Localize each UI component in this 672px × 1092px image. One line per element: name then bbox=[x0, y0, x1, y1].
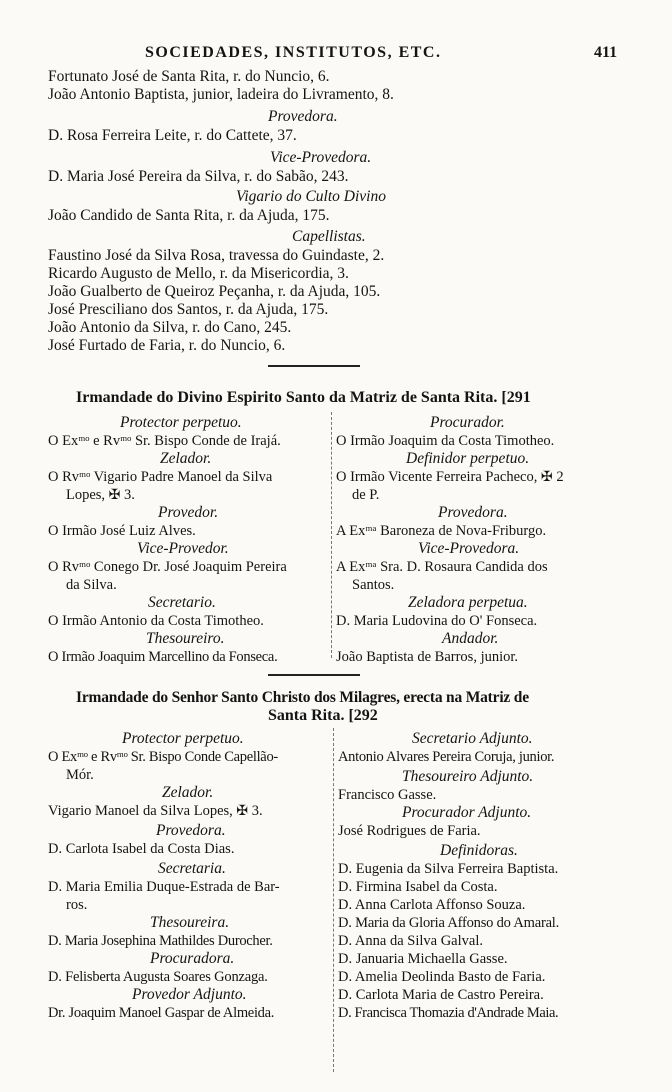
entry-line: José Rodrigues de Faria. bbox=[338, 823, 481, 839]
entry-line: D. Felisberta Augusta Soares Gonzaga. bbox=[48, 969, 268, 985]
page-number: 411 bbox=[594, 44, 618, 61]
role-label: Provedora. bbox=[438, 504, 508, 521]
role-label: Definidoras. bbox=[440, 842, 518, 859]
entry-line: ros. bbox=[66, 897, 88, 913]
role-label: Zelador. bbox=[160, 450, 212, 467]
entry-text: 3. bbox=[251, 803, 263, 819]
entry-line: D. Rosa Ferreira Leite, r. do Cattete, 37. bbox=[48, 127, 297, 144]
entry-line: Francisco Gasse. bbox=[338, 787, 437, 803]
entry-line: O Irmão Joaquim da Costa Timotheo. bbox=[336, 433, 555, 449]
role-label: Vice-Provedora. bbox=[270, 149, 372, 166]
role-label: Zelador. bbox=[162, 784, 214, 801]
role-label: Provedor. bbox=[158, 504, 219, 521]
entry-text: Vigario Manoel da Silva Lopes, bbox=[48, 803, 233, 819]
column-divider bbox=[331, 412, 332, 658]
entry-line bbox=[336, 468, 564, 486]
role-label: Protector perpetuo. bbox=[122, 730, 244, 747]
role-label: Zeladora perpetua. bbox=[408, 594, 528, 611]
role-label: Thesoureira. bbox=[150, 914, 230, 931]
role-label: Provedor Adjunto. bbox=[132, 986, 247, 1003]
entry-line: D. Carlota Isabel da Costa Dias. bbox=[48, 841, 235, 857]
entry-line: da Silva. bbox=[66, 577, 117, 593]
page-header bbox=[0, 44, 672, 66]
role-label: Definidor perpetuo. bbox=[406, 450, 530, 467]
role-label: Protector perpetuo. bbox=[120, 414, 242, 431]
cross-icon: ✠ bbox=[541, 469, 553, 485]
definidora-line: D. Francisca Thomazia d'Andrade Maia. bbox=[338, 1005, 559, 1021]
role-label: Secretaria. bbox=[158, 860, 226, 877]
role-label: Secretario Adjunto. bbox=[412, 730, 533, 747]
definidora-line: D. Amelia Deolinda Basto de Faria. bbox=[338, 969, 546, 985]
entry-line bbox=[66, 486, 135, 504]
role-label: Procurador. bbox=[430, 414, 505, 431]
capellista-line: João Gualberto de Queiroz Peçanha, r. da Ajuda, 105. bbox=[48, 283, 381, 300]
entry-line: O Irmão José Luiz Alves. bbox=[48, 523, 196, 539]
running-title: SOCIEDADES, INSTITUTOS, ETC. bbox=[145, 44, 442, 61]
section-heading: Irmandade do Senhor Santo Christo dos Milagres, erecta na Matriz de bbox=[76, 689, 529, 706]
entry-line bbox=[48, 802, 263, 820]
role-label: Provedora. bbox=[156, 822, 226, 839]
entry-line: D. Maria Josephina Mathildes Durocher. bbox=[48, 933, 273, 949]
role-label: Provedora. bbox=[268, 108, 338, 125]
role-label: Secretario. bbox=[148, 594, 216, 611]
entry-line: O Irmão Joaquim Marcellino da Fonseca. bbox=[48, 649, 278, 665]
capellista-line: Faustino José da Silva Rosa, travessa do Guindaste, 2. bbox=[48, 247, 385, 264]
section-divider bbox=[268, 365, 360, 367]
role-label: Andador. bbox=[442, 630, 499, 647]
role-label: Vigario do Culto Divino bbox=[236, 188, 386, 205]
entry-line: João Candido de Santa Rita, r. da Ajuda, 175. bbox=[48, 207, 330, 224]
entry-line: O Rvᵐᵒ Vigario Padre Manoel da Silva bbox=[48, 469, 273, 485]
role-label: Capellistas. bbox=[292, 228, 366, 245]
entry-line: de P. bbox=[352, 487, 380, 503]
role-label: Procurador Adjunto. bbox=[402, 804, 532, 821]
definidora-line: D. Carlota Maria de Castro Pereira. bbox=[338, 987, 544, 1003]
cross-icon: ✠ bbox=[236, 803, 249, 819]
entry-line: João Baptista de Barros, junior. bbox=[336, 649, 519, 665]
definidora-line: D. Eugenia da Silva Ferreira Baptista. bbox=[338, 861, 559, 877]
entry-text: O Irmão Vicente Ferreira Pacheco, bbox=[336, 469, 538, 485]
intro-line: João Antonio Baptista, junior, ladeira do Livramento, 8. bbox=[48, 86, 394, 103]
role-label: Vice-Provedora. bbox=[418, 540, 520, 557]
role-label: Procuradora. bbox=[150, 950, 235, 967]
column-divider bbox=[333, 728, 334, 1072]
definidora-line: D. Firmina Isabel da Costa. bbox=[338, 879, 498, 895]
entry-line: A Exᵐᵃ Sra. D. Rosaura Candida dos bbox=[336, 559, 548, 575]
entry-line: O Irmão Antonio da Costa Timotheo. bbox=[48, 613, 264, 629]
capellista-line: João Antonio da Silva, r. do Cano, 245. bbox=[48, 319, 292, 336]
cross-icon: ✠ bbox=[108, 487, 121, 503]
entry-line: Santos. bbox=[352, 577, 395, 593]
entry-text: 2 bbox=[556, 469, 564, 485]
section-heading: Santa Rita. [292 bbox=[268, 707, 378, 724]
definidora-line: D. Anna Carlota Affonso Souza. bbox=[338, 897, 526, 913]
entry-line: Dr. Joaquim Manoel Gaspar de Almeida. bbox=[48, 1005, 275, 1021]
entry-line: D. Maria Ludovina do O' Fonseca. bbox=[336, 613, 538, 629]
entry-line: Mór. bbox=[66, 767, 94, 783]
role-label: Thesoureiro. bbox=[146, 630, 225, 647]
entry-line: A Exᵐᵃ Baroneza de Nova-Friburgo. bbox=[336, 523, 547, 539]
entry-line: D. Maria José Pereira da Silva, r. do Sabão, 243. bbox=[48, 168, 349, 185]
section-divider bbox=[268, 674, 360, 676]
capellista-line: José Presciliano dos Santos, r. da Ajuda, 175. bbox=[48, 301, 329, 318]
entry-line: O Exᵐᵒ e Rvᵐᵒ Sr. Bispo Conde Capellão- bbox=[48, 749, 278, 765]
entry-line: Antonio Alvares Pereira Coruja, junior. bbox=[338, 749, 555, 765]
intro-line: Fortunato José de Santa Rita, r. do Nuncio, 6. bbox=[48, 68, 330, 85]
entry-text: Lopes, bbox=[66, 487, 106, 503]
section-heading: Irmandade do Divino Espirito Santo da Matriz de Santa Rita. [291 bbox=[76, 389, 531, 406]
capellista-line: Ricardo Augusto de Mello, r. da Misericordia, 3. bbox=[48, 265, 349, 282]
role-label: Thesoureiro Adjunto. bbox=[402, 768, 534, 785]
definidora-line: D. Maria da Gloria Affonso do Amaral. bbox=[338, 915, 560, 931]
entry-line: O Rvᵐᵒ Conego Dr. José Joaquim Pereira bbox=[48, 559, 287, 575]
definidora-line: D. Januaria Michaella Gasse. bbox=[338, 951, 508, 967]
entry-text: 3. bbox=[124, 487, 135, 503]
role-label: Vice-Provedor. bbox=[137, 540, 229, 557]
entry-line: O Exᵐᵒ e Rvᵐᵒ Sr. Bispo Conde de Irajá. bbox=[48, 433, 281, 449]
capellista-line: José Furtado de Faria, r. do Nuncio, 6. bbox=[48, 337, 286, 354]
entry-line: D. Maria Emilia Duque-Estrada de Bar- bbox=[48, 879, 280, 895]
definidora-line: D. Anna da Silva Galval. bbox=[338, 933, 483, 949]
